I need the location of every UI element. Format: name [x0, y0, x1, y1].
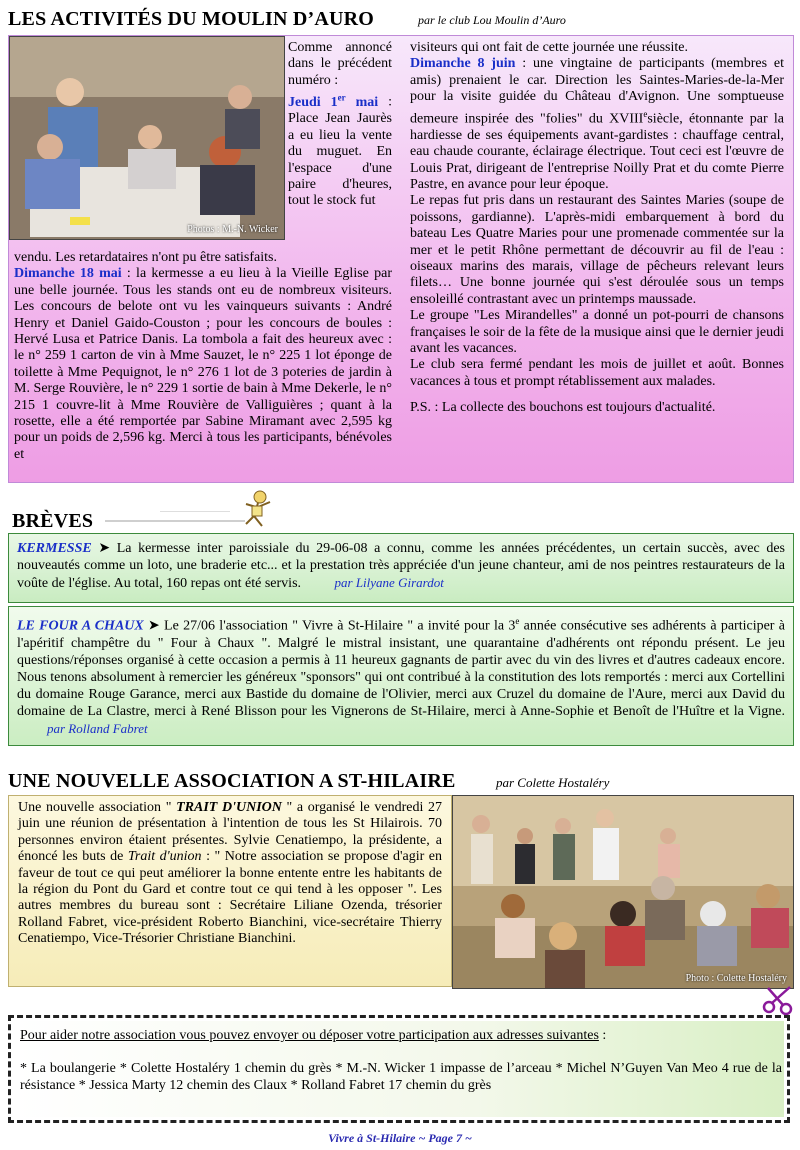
photo-card-players-illustration: [10, 37, 284, 239]
trait-union-name: TRAIT D'UNION: [176, 800, 282, 815]
article2-text: Une nouvelle association " TRAIT D'UNION " a organisé le vendredi 27 juin une réunion de présentation à l'intention de tous les St Hilairois. 70 personnes environ étaient présentes. Sylvie Cenatiempo, la présidente, a énoncé les buts de Trait d'union : " Notre association se propose d'agir en faveur de tout ce qui peut améliorer la bonne entente entre les habitants de la région du Pont du Gard et contre tout ce qui tend à les opposer ". Les autres membres du bureau sont : Secrétaire Liliane Ozenda, trésorier Rolland Fabret, vice-président Roberto Bianchini, vice-secrétaire Thierry Cenatiempo, Vice-Trésorier Christiane Bianchini.: [18, 800, 443, 947]
article2-photo: [452, 795, 794, 989]
breves-title: BRÈVES: [12, 510, 94, 532]
dim18-text: : la kermesse a eu lieu à la Vieille Eglise par une belle journée. Tous les stands ont eu de nombreux visiteurs. Les concours de belote ont vu les vainqueurs suivants : André Henry et Daniel Gaido-Couston ; pour les concours de boules : Hervé Lusa et Patrice Danis. La tombola a fait des heureux avec : le n° 259 1 carton de vin à Mme Sauzet, le n° 225 1 lot éponge de toilette à Mme Pequignot, le n° 276 1 lot de 3 poteries de jardin à M. Serge Rouvière, le n° 229 1 sortie de bain à Mme Dekerle, le n° 215 1 couvre-lit à Mme Rouvière de Valliguières ; quant à la rosette, elle a été remportée par Sabine Miramant avec 2,595 kg pour un poids de 2,596 kg. Merci à tous les participants, bénévoles et: [14, 266, 392, 462]
article1-byline: par le club Lou Moulin d’Auro: [418, 13, 566, 27]
meeting-audience-illustration: [453, 796, 793, 988]
article1-left-column: [14, 250, 392, 463]
right-p5: Le club sera fermé pendant les mois de juillet et août. Bonnes vacances à tous et prompt rétablissement aux malades.: [410, 357, 784, 389]
article1-photo: [9, 36, 285, 240]
four-byline: par Rolland Fabret: [47, 720, 148, 736]
article2-byline: par Colette Hostaléry: [496, 775, 610, 790]
running-figure-illustration: [238, 488, 278, 530]
coupon-addresses: * La boulangerie * Colette Hostaléry 1 chemin du grès * M.-N. Wicker 1 impasse de l’arceau * Michel N’Guyen Van Meo 4 rue de la résistance * Jessica Marty 12 chemin des Claux * Rolland Fabret 17 chemin du grès: [20, 1061, 782, 1093]
jeudi-text: : Place Jean Jaurès a eu lieu la vente du muguet. En l'espace d'une paire d'heures, tout le stock fut: [288, 94, 392, 209]
article1-narrow-column: [288, 40, 392, 210]
scissors-icon: [762, 985, 794, 1015]
kermesse-heading: KERMESSE: [17, 541, 92, 556]
four-heading: LE FOUR A CHAUX: [17, 618, 144, 634]
breves-divider-2: [160, 511, 230, 512]
kermesse-text: La kermesse inter paroissiale du 29-06-08 a connu, comme les années précédentes, un certain succès, avec des nouveautés comme un loto, une braderie etc... et la prestation très appréciée d'un jeune chanteur, ami de nos peintres restaurateurs de la voûte de l'église. Au total, 160 repas ont été servis.: [17, 541, 786, 591]
arrow-icon: ➤: [98, 541, 111, 556]
dim18-label: Dimanche 18 mai: [14, 266, 122, 282]
photo-credit: Photo : Colette Hostaléry: [685, 973, 787, 984]
jeudi-label: Jeudi 1er mai: [288, 92, 379, 110]
right-p2: Dimanche 8 juin : une vingtaine de participants (membres et amis) prenaient le car. Direction les Saintes-Maries-de-la-Mer pour la visite guidée du Château d'Avignon. Une somptueuse demeure inspirée des "folies" du XVIIIesiècle, étonnante par la hardiesse de ses équipements avant-gardistes : chauffage central, eau chaude courante, éclairage électrique. Tout ceci est l'œuvre de Louis Prat, dirigeant de l'entreprise Noilly Prat et du comte Pierre Pastre, en avance pour leur époque.: [410, 56, 784, 192]
right-p1: visiteurs qui ont fait de cette journée une réussite.: [410, 40, 688, 55]
article2-title: UNE NOUVELLE ASSOCIATION A ST-HILAIRE: [8, 770, 456, 792]
four-text-1: Le 27/06 l'association " Vivre à St-Hilaire " a invité pour la 3: [159, 618, 516, 634]
brief-four-a-chaux: LE FOUR A CHAUX ➤ Le 27/06 l'association " Vivre à St-Hilaire " a invité pour la 3e année consécutive ses adhérents à participer à l'apéritif champêtre du " Four à Chaux ". Malgré le mistral insistant, une quarantaine d'adhérents ont répondu présent. Le jeu questions/réponses organisé à cette occasion a permis à 11 heureux gagnants de partir avec du vin des livres et d'autres cadeaux encore. Nous tenons absolument à remercier les généreux "sponsors" qui ont contribué à la constitution des lots remportés : merci aux Cortellini du domaine Rouge Garance, merci aux Bastide du domaine de l'Olivier, merci aux Cruzel du domaine de l'Aure, merci aux David du domaine de La Clastre, merci à René Blisson pour les Vignerons de St-Hilaire, merci à Anne-Sophie et Benoît de l'Huître et la Vigne. par Rolland Fabret: [8, 606, 794, 746]
four-text-2: année consécutive ses adhérents à participer à l'apéritif champêtre du " Four à Chaux ". Malgré le mistral insistant, une quarantaine d'adhérents ont répondu présent. Le jeu questions/réponses organisé à cette occasion a permis à 11 heureux gagnants de partir avec du vin des livres et d'autres cadeaux encore. Nous tenons absolument à remercier les généreux "sponsors" qui ont contribué à la constitution des lots remportés : merci aux Cortellini du domaine Rouge Garance, merci aux Bastide du domaine de l'Olivier, merci aux Cruzel du domaine de l'Aure, merci aux David du domaine de La Clastre, merci à René Blisson pour les Vignerons de St-Hilaire, merci à Anne-Sophie et Benoît de l'Huître et la Vigne.: [17, 618, 785, 719]
page-footer: Vivre à St-Hilaire ~ Page 7 ~: [328, 1131, 472, 1145]
intro-text: Comme annoncé dans le précédent numéro :: [288, 40, 392, 88]
right-p3: Le repas fut pris dans un restaurant des Saintes Maries (soupe de poissons, gardianne). L'après-midi embarquement à bord du bateau Les Quatre Maries pour une promenade commentée sur la mer et le petit Rhône permettant de découvrir au fil de l'eau : oiseaux marins des marais, village de pêcheurs relevant leurs filets… Une bonne journée qui s'est déroulée sous un temps ensoleillé contrastant avec un printemps maussade.: [410, 193, 784, 307]
brief-kermesse: [8, 533, 794, 603]
coupon-heading: Pour aider notre association vous pouvez envoyer ou déposer votre participation aux adresses suivantes :: [20, 1028, 607, 1043]
arrow-icon: ➤: [148, 618, 160, 634]
article1-title: LES ACTIVITÉS DU MOULIN D’AURO: [8, 8, 375, 30]
article1-right-column: [410, 40, 784, 417]
breves-divider: [105, 520, 245, 522]
right-ps: P.S. : La collecte des bouchons est toujours d'actualité.: [410, 400, 716, 416]
right-p4: Le groupe "Les Mirandelles" a donné un pot-pourri de chansons françaises le soir de la fête de la musique ainsi que le dernier jeudi avant les vacances.: [410, 308, 784, 356]
kermesse-byline: par Lilyane Girardot: [334, 575, 444, 590]
left-full-1: vendu. Les retardataires n'ont pu être satisfaits.: [14, 250, 277, 265]
photo-credit: Photos : M.-N. Wicker: [187, 224, 278, 235]
